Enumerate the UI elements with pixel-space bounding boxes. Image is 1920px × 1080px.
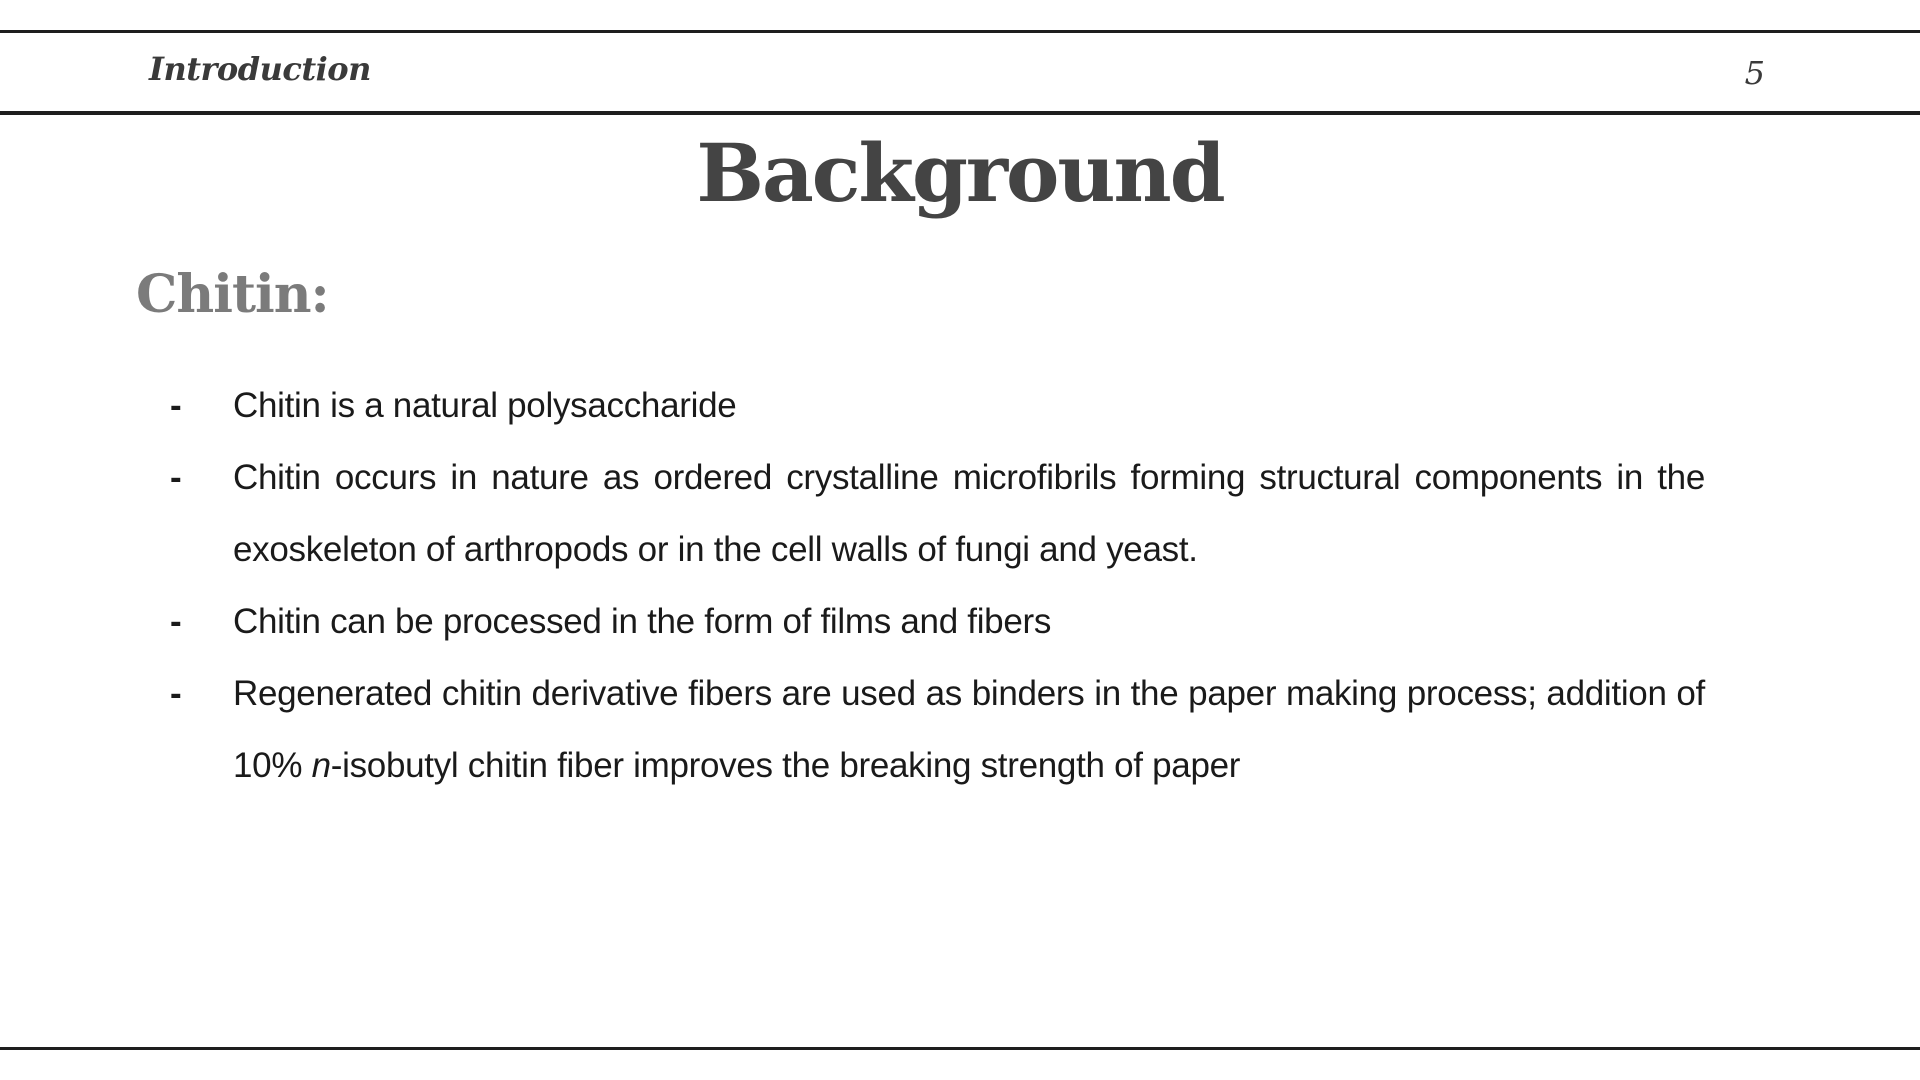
bullet-dash: - <box>170 386 182 425</box>
bullet-dash: - <box>170 458 182 497</box>
bullet-text <box>233 658 1705 802</box>
bottom-rule <box>0 1047 1920 1050</box>
bullet-text: Chitin occurs in nature as ordered crystalline microfibrils forming structural components in the exoskeleton of arthropods or in the cell walls of fungi and yeast. <box>233 458 1705 569</box>
subheading-chitin: Chitin: <box>136 264 329 325</box>
section-label: Introduction <box>149 50 371 88</box>
bullet-list <box>170 370 1705 802</box>
bullet-text-italic: n <box>311 746 331 785</box>
bullet-item <box>170 658 1705 802</box>
bullet-item <box>170 586 1705 658</box>
bullet-text-part: Regenerated chitin derivative fibers are used as binders in the paper making process; addition of 10% <box>233 674 1705 785</box>
bullet-item <box>170 370 1705 442</box>
top-rule <box>0 30 1920 33</box>
slide-title: Background <box>696 126 1224 220</box>
bullet-dash: - <box>170 602 182 641</box>
bullet-text: Chitin is a natural polysaccharide <box>233 386 737 425</box>
page-number: 5 <box>1744 54 1765 92</box>
bullet-item <box>170 442 1705 586</box>
bullet-text-part: -isobutyl chitin fiber improves the breaking strength of paper <box>330 746 1241 785</box>
bullet-text: Chitin can be processed in the form of films and fibers <box>233 602 1052 641</box>
header-rule <box>0 111 1920 115</box>
bullet-dash: - <box>170 674 182 713</box>
